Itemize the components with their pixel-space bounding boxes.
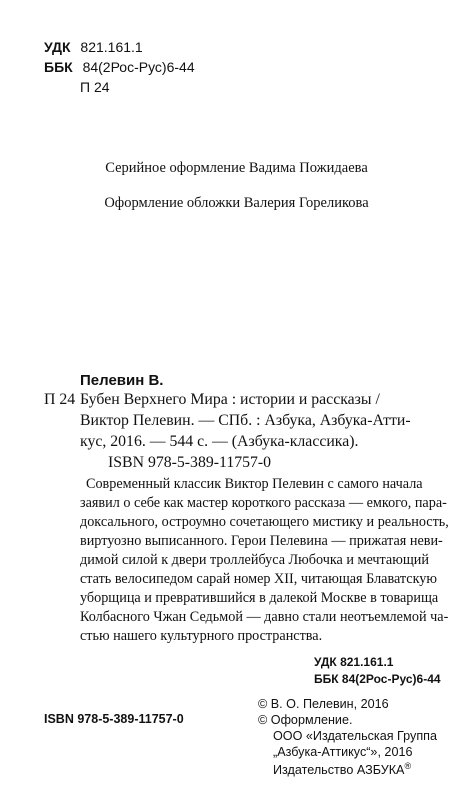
- udk-code: [44, 39, 143, 55]
- annotation-line: стью нашего культурного пространства.: [80, 628, 323, 644]
- series-design-credit: Серийное оформление Вадима Пожидаева: [105, 160, 368, 176]
- udk-value: 821.161.1: [80, 39, 143, 55]
- author-heading: Пелевин В.: [80, 372, 164, 389]
- copyright-line: „Азбука-Аттикус“», 2016: [273, 745, 413, 759]
- publisher-name: Издательство АЗБУКА: [273, 763, 405, 778]
- copyright-line: © В. О. Пелевин, 2016: [258, 697, 389, 711]
- udk-right: УДК 821.161.1: [314, 655, 394, 669]
- copyright-line: ООО «Издательская Группа: [273, 729, 437, 743]
- title-line: кус, 2016. — 544 с. — (Азбука-классика).: [80, 433, 359, 450]
- annotation-line: стать велосипедом сарай номер XII, читающая Блаватскую: [80, 571, 437, 587]
- annotation-line: уборщица и превратившийся в далекой Москве в товарища: [80, 590, 439, 606]
- copyright-line: [273, 761, 411, 777]
- bbk-right: ББК 84(2Рос-Рус)6-44: [314, 672, 441, 686]
- cover-design-credit: Оформление обложки Валерия Гореликова: [104, 195, 369, 211]
- record-isbn: ISBN 978-5-389-11757-0: [108, 454, 272, 471]
- annotation-line: заявил о себе как мастер короткого рассказа — емкого, пара-: [80, 495, 447, 511]
- bottom-isbn: ISBN 978-5-389-11757-0: [44, 712, 184, 726]
- bbk-label: ББК: [44, 59, 73, 75]
- title-line: Бубен Верхнего Мира : истории и рассказы /: [80, 391, 380, 408]
- annotation-line: доксального, остроумно сочетающего мистику и реальность,: [80, 514, 449, 530]
- annotation-line: виртуозно выписанного. Герои Пелевина — прижатая неви-: [80, 533, 443, 549]
- bbk-value: 84(2Рос-Рус)6-44: [82, 59, 195, 75]
- author-mark-record: П 24: [44, 391, 76, 408]
- annotation-line: димой силой к двери троллейбуса Любочка и мечтающий: [80, 552, 429, 568]
- author-mark-top: П 24: [80, 79, 110, 95]
- bbk-code: [44, 59, 195, 75]
- title-line: Виктор Пелевин. — СПб. : Азбука, Азбука-Атти-: [80, 412, 411, 429]
- registered-mark: ®: [404, 761, 412, 771]
- annotation-line: Колбасного Чжан Седьмой — давно стали неотъемлемой ча-: [80, 609, 449, 625]
- udk-label: УДК: [44, 39, 71, 55]
- copyright-line: © Оформление.: [258, 713, 353, 727]
- annotation-line: Современный классик Виктор Пелевин с самого начала: [86, 476, 423, 492]
